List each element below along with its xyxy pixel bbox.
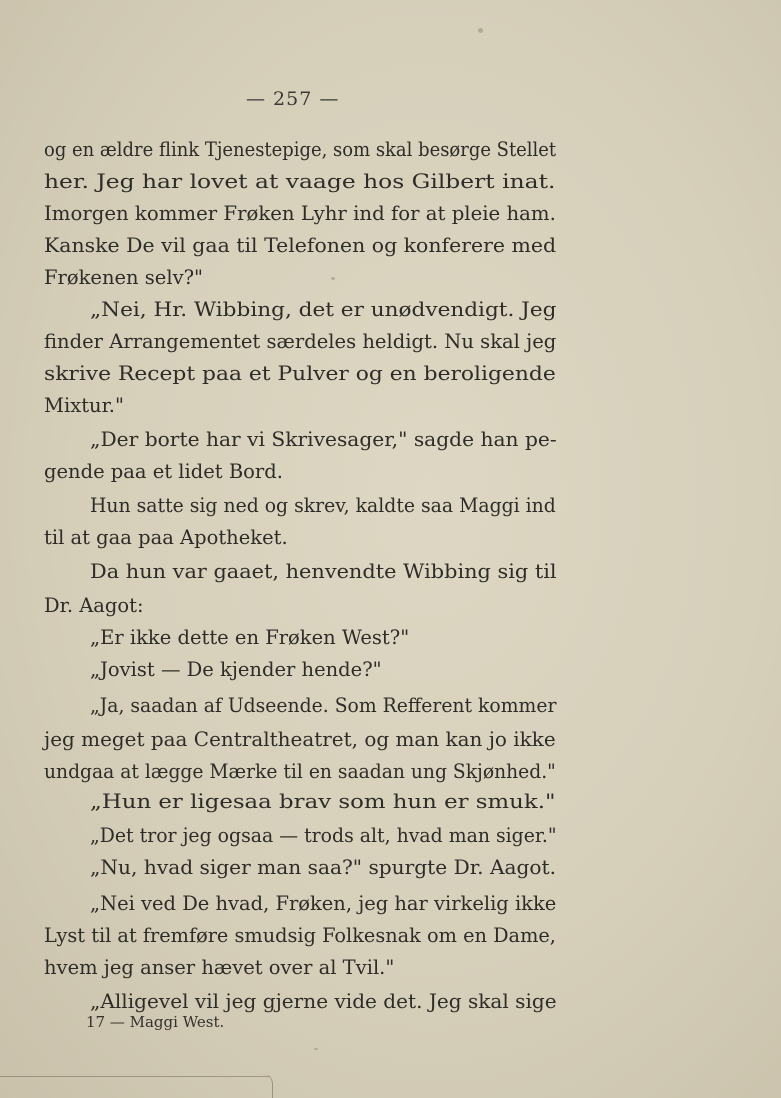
text-line: skrive Recept paa et Pulver og en beroligende bbox=[44, 362, 556, 385]
text-line: Hun satte sig ned og skrev, kaldte saa Maggi ind bbox=[90, 494, 556, 517]
text-line: „Er ikke dette en Frøken West?" bbox=[90, 626, 410, 649]
text-line: gende paa et lidet Bord. bbox=[44, 460, 283, 483]
paper-stain bbox=[314, 1048, 318, 1050]
page-edge-curl bbox=[258, 1074, 273, 1098]
text-line: til at gaa paa Apotheket. bbox=[44, 526, 288, 549]
text-line: Frøkenen selv?" bbox=[44, 266, 204, 289]
text-line: Kanske De vil gaa til Telefonen og konferere med bbox=[44, 234, 557, 257]
text-line: og en ældre flink Tjenestepige, som skal besørge Stellet bbox=[44, 138, 557, 161]
text-line: „Nei, Hr. Wibbing, det er unødvendigt. Jeg bbox=[90, 298, 557, 321]
text-line: undgaa at lægge Mærke til en saadan ung Skjønhed." bbox=[44, 760, 556, 783]
text-line: her. Jeg har lovet at vaage hos Gilbert inat. bbox=[44, 170, 556, 193]
paper-stain bbox=[478, 28, 483, 33]
text-line: „Ja, saadan af Udseende. Som Refferent kommer bbox=[90, 694, 557, 717]
text-line: „Alligevel vil jeg gjerne vide det. Jeg skal sige bbox=[90, 990, 557, 1013]
text-line: Mixtur." bbox=[44, 394, 124, 417]
paper-stain bbox=[331, 277, 335, 280]
text-line: „Hun er ligesaa brav som hun er smuk." bbox=[90, 790, 556, 813]
page-edge-line bbox=[0, 1076, 270, 1077]
text-line: jeg meget paa Centraltheatret, og man kan jo ikke bbox=[44, 728, 556, 751]
page-number: — 257 — bbox=[246, 88, 340, 110]
text-line: „Nu, hvad siger man saa?" spurgte Dr. Aagot. bbox=[90, 856, 557, 879]
text-line: „Nei ved De hvad, Frøken, jeg har virkelig ikke bbox=[90, 892, 557, 915]
text-line: Lyst til at fremføre smudsig Folkesnak om en Dame, bbox=[44, 924, 556, 947]
text-line: „Det tror jeg ogsaa — trods alt, hvad man siger." bbox=[90, 824, 557, 847]
text-line: Da hun var gaaet, henvendte Wibbing sig til bbox=[90, 560, 557, 583]
text-line: Dr. Aagot: bbox=[44, 594, 144, 617]
text-line: „Der borte har vi Skrivesager," sagde han pe- bbox=[90, 428, 557, 451]
text-line: Imorgen kommer Frøken Lyhr ind for at pleie ham. bbox=[44, 202, 556, 225]
text-line: „Jovist — De kjender hende?" bbox=[90, 658, 382, 681]
printer-signature: 17 — Maggi West. bbox=[86, 1013, 225, 1031]
text-line: hvem jeg anser hævet over al Tvil." bbox=[44, 956, 395, 979]
text-line: finder Arrangementet særdeles heldigt. Nu skal jeg bbox=[44, 330, 557, 353]
